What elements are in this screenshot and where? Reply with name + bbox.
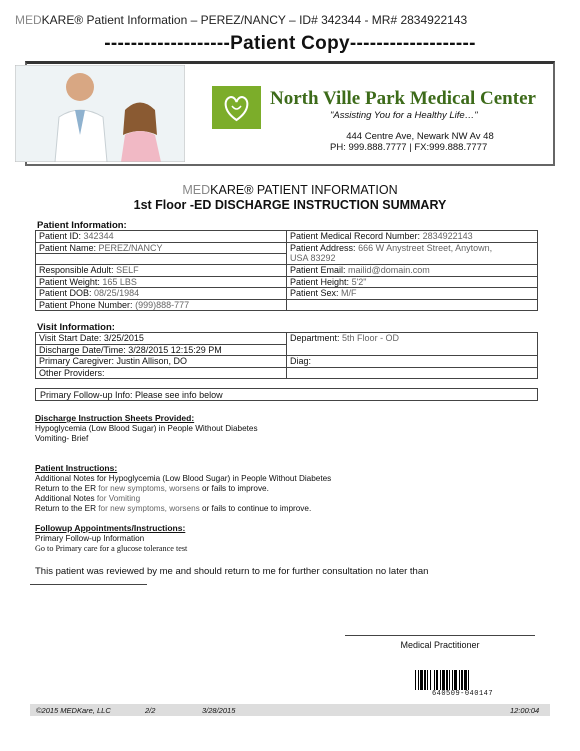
- clinic-address: 444 Centre Ave, Newark NW Av 48: [346, 131, 494, 142]
- header-text: KARE® Patient Information – PEREZ/NANCY – ID# 342344 - MR# 2834922143: [41, 13, 468, 27]
- appointment-line: Primary Follow-up Information: [35, 534, 145, 543]
- heart-logo-icon: [212, 86, 261, 129]
- patient-info-heading: Patient Information:: [37, 220, 127, 231]
- patient-sex-cell: Patient Sex: M/F: [287, 288, 538, 300]
- instruction-line: Return to the ER for new symptoms, worsens or fails to continue to improve.: [35, 504, 312, 513]
- patient-address-cell: Patient Address: 666 W Anystreet Street, Anytown, USA 83292: [287, 242, 538, 265]
- clinic-tagline: "Assisting You for a Healthy Life…": [330, 110, 478, 121]
- signature-line: [345, 635, 535, 636]
- sheet-item: Vomiting- Brief: [35, 434, 89, 443]
- clinic-logo: [212, 86, 261, 129]
- footer-time: 12:00:04: [510, 706, 540, 715]
- patient-phone-cell: Patient Phone Number: (999)888-777: [36, 299, 287, 311]
- visit-start-cell: Visit Start Date: 3/25/2015: [36, 333, 287, 345]
- footer-page: 2/2: [145, 706, 156, 715]
- instruction-line: Return to the ER for new symptoms, worsens or fails to improve.: [35, 484, 269, 493]
- document-title: [0, 183, 580, 197]
- sheet-item: Hypoglycemia (Low Blood Sugar) in People Without Diabetes: [35, 424, 258, 433]
- date-line: [30, 584, 147, 585]
- instruction-line: Additional Notes for Vomiting: [35, 494, 141, 503]
- brand-prefix: MED: [15, 13, 42, 27]
- review-statement: This patient was reviewed by me and should return to me for further consultation no later than: [35, 566, 429, 577]
- patient-height-cell: Patient Height: 5'2": [287, 276, 538, 288]
- footer-copyright: ©2015 MEDKare, LLC: [36, 706, 111, 715]
- title-prefix: MED: [182, 183, 211, 197]
- blank-cell: [36, 254, 287, 265]
- instruction-line: Additional Notes for Hypoglycemia (Low Blood Sugar) in People Without Diabetes: [35, 474, 332, 483]
- footer-bar: [30, 704, 550, 716]
- visit-info-heading: Visit Information:: [37, 322, 115, 333]
- patient-mrn-cell: Patient Medical Record Number: 2834922143: [287, 231, 538, 243]
- patient-weight-cell: Patient Weight: 165 LBS: [36, 276, 287, 288]
- doctor-patient-photo: [15, 65, 185, 162]
- clinic-phone: PH: 999.888.7777 | FX:999.888.7777: [330, 142, 488, 153]
- patient-dob-cell: Patient DOB: 08/25/1984: [36, 288, 287, 300]
- footer-date: 3/28/2015: [202, 706, 236, 715]
- patient-id-cell: Patient ID: 342344: [36, 231, 287, 243]
- blank-cell: [287, 299, 538, 311]
- visit-info-table: [35, 332, 538, 379]
- patient-name-cell: Patient Name: PEREZ/NANCY: [36, 242, 287, 254]
- document-header: [15, 13, 467, 27]
- title-text: KARE® PATIENT INFORMATION: [210, 183, 398, 197]
- other-providers-cell: Other Providers:: [36, 367, 287, 379]
- instructions-heading: Patient Instructions:: [35, 463, 118, 473]
- document-subtitle: 1st Floor -ED DISCHARGE INSTRUCTION SUMMARY: [133, 198, 447, 212]
- barcode: [415, 670, 510, 690]
- department-cell: Department: 5th Floor - OD: [287, 333, 538, 356]
- appointment-line: Go to Primary care for a glucose tolerance test: [35, 544, 188, 553]
- patient-info-table: [35, 230, 538, 311]
- discharge-time-cell: Discharge Date/Time: 3/28/2015 12:15:29 PM: [36, 344, 287, 356]
- sheets-heading: Discharge Instruction Sheets Provided:: [35, 413, 195, 423]
- diag-cell: Diag:: [287, 356, 538, 368]
- patient-email-cell: Patient Email: mailid@domain.com: [287, 265, 538, 277]
- followup-info-box: Primary Follow-up Info: Please see info below: [35, 388, 538, 401]
- practitioner-label: Medical Practitioner: [400, 640, 480, 650]
- clinic-name: North Ville Park Medical Center: [270, 88, 536, 109]
- appointments-heading: Followup Appointments/Instructions:: [35, 523, 186, 533]
- caregiver-cell: Primary Caregiver: Justin Allison, DO: [36, 356, 287, 368]
- patient-copy-title: -------------------Patient Copy-------------------: [104, 33, 476, 54]
- barcode-number: 640509-040147: [431, 690, 494, 698]
- blank-cell: [287, 367, 538, 379]
- responsible-adult-cell: Responsible Adult: SELF: [36, 265, 287, 277]
